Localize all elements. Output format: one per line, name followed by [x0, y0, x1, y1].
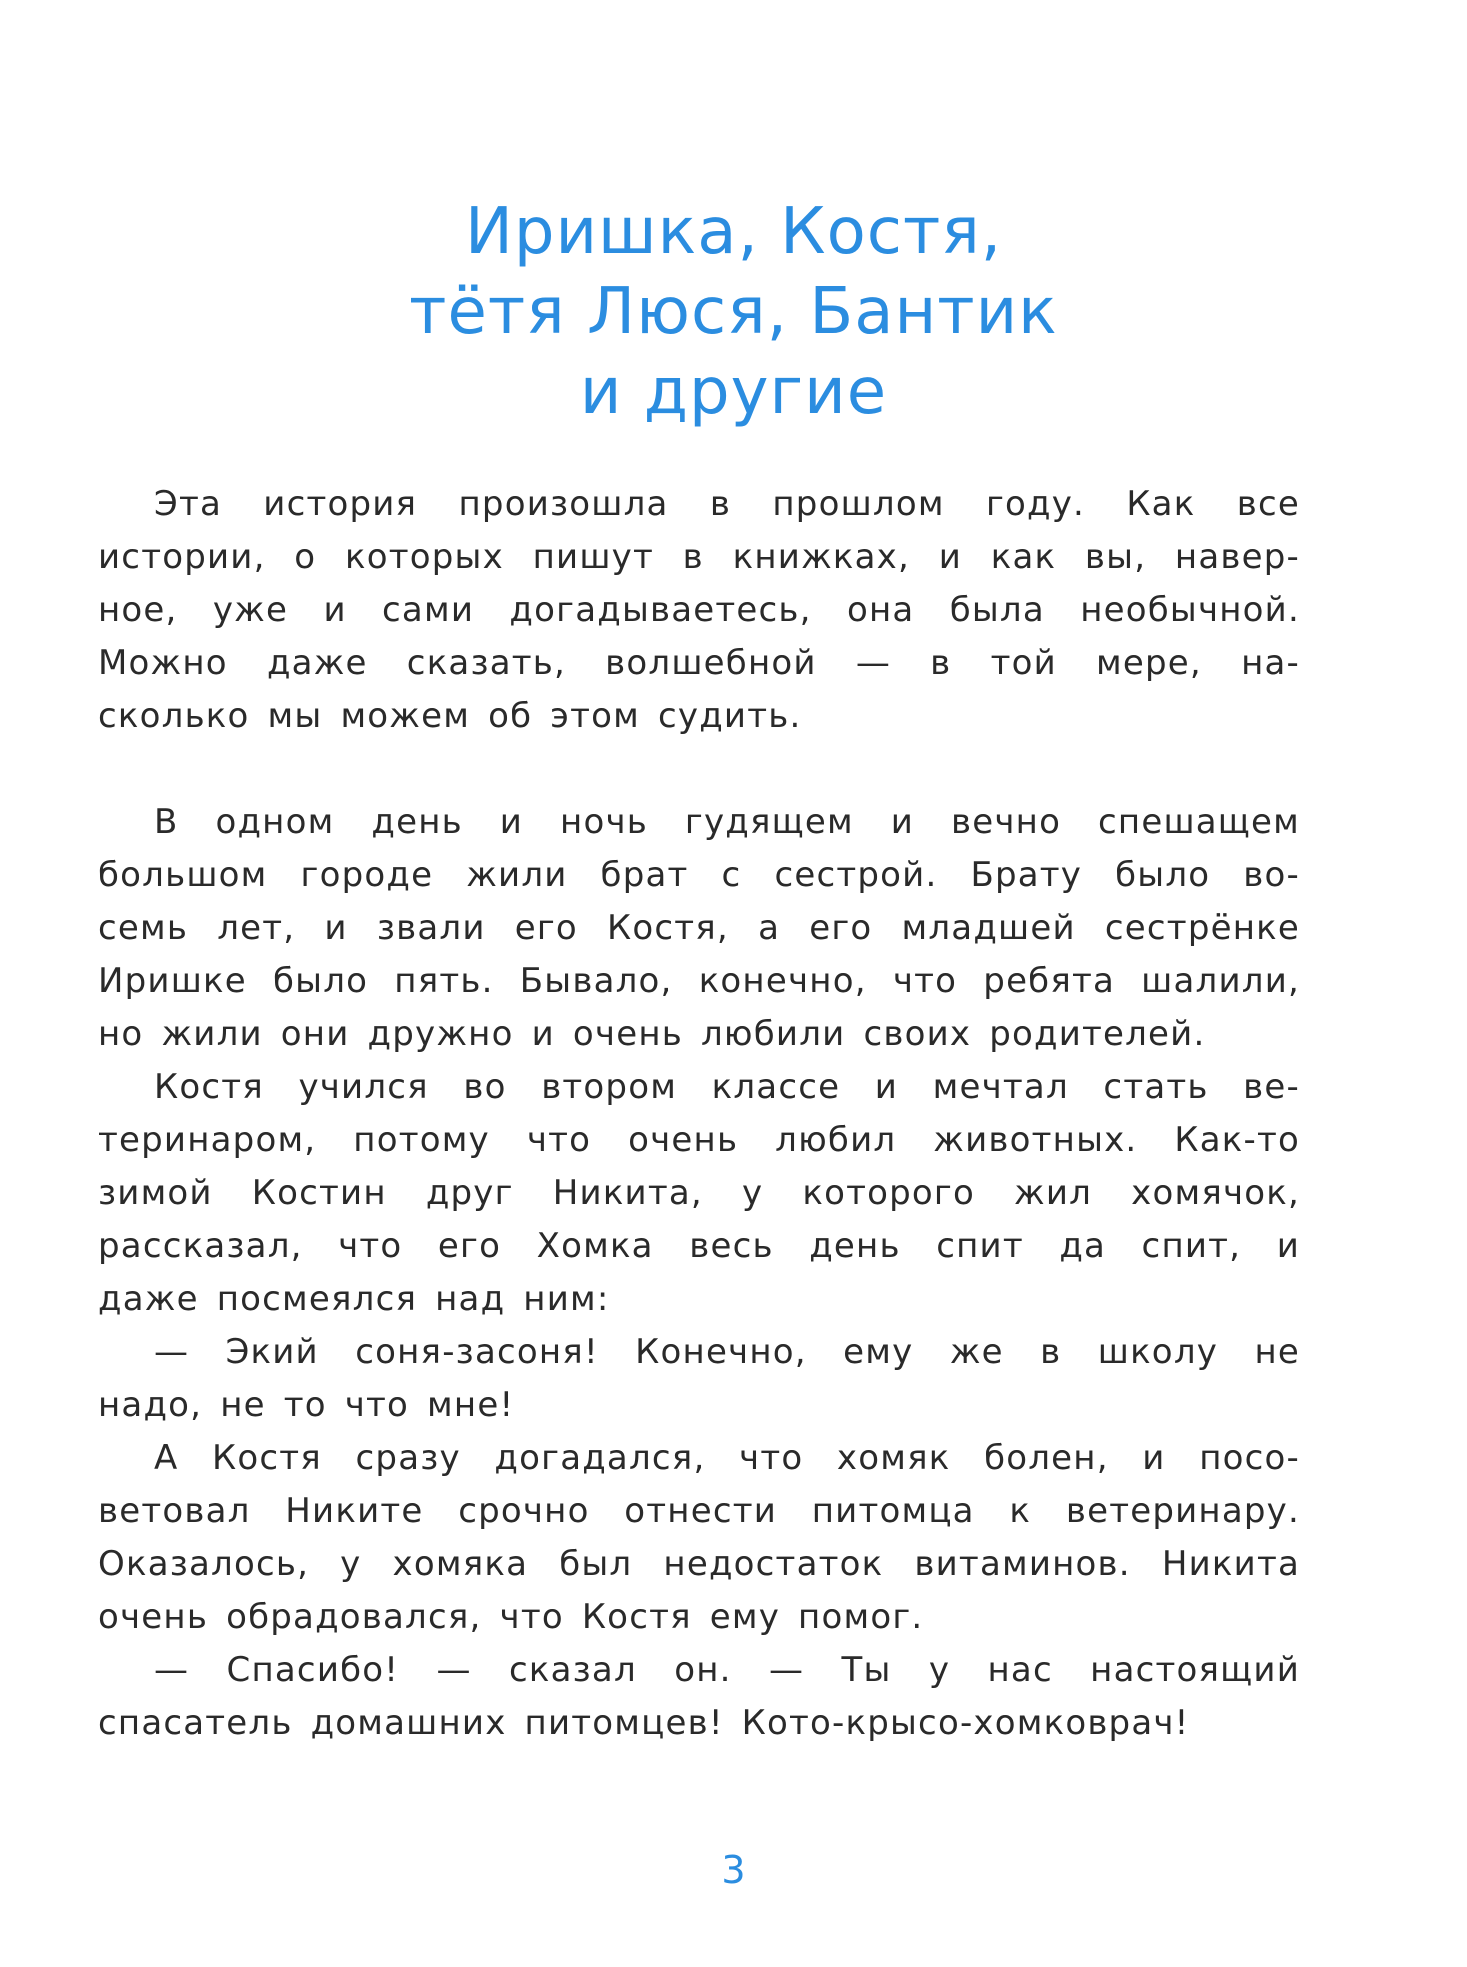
text-line: зимой Костин друг Никита, у которого жил хомячок,	[98, 1173, 1300, 1213]
chapter-title	[0, 192, 1467, 432]
paragraph	[98, 1432, 1300, 1644]
text-line: сколько мы можем об этом судить.	[98, 696, 802, 736]
text-line: теринаром, потому что очень любил животных. Как-то	[98, 1120, 1300, 1160]
text-line: — Спасибо! — сказал он. — Ты у нас настоящий	[154, 1650, 1300, 1690]
text-line: очень обрадовался, что Костя ему помог.	[98, 1597, 924, 1637]
paragraph	[98, 1326, 1300, 1432]
text-line: ветовал Никите срочно отнести питомца к ветеринару.	[98, 1491, 1300, 1531]
text-line: Иришке было пять. Бывало, конечно, что ребята шалили,	[98, 961, 1300, 1001]
text-line: но жили они дружно и очень любили своих родителей.	[98, 1014, 1206, 1054]
text-line: рассказал, что его Хомка весь день спит да спит, и	[98, 1226, 1300, 1266]
title-line: и другие	[579, 355, 888, 429]
text-line: спасатель домашних питомцев! Кото-крысо-хомковрач!	[98, 1703, 1190, 1743]
text-line: Можно даже сказать, волшебной — в той мере, на-	[98, 643, 1300, 683]
title-line: тётя Люся, Бантик	[409, 275, 1058, 349]
paragraph-gap	[98, 743, 1300, 796]
text-line: А Костя сразу догадался, что хомяк болен, и посо-	[154, 1438, 1300, 1478]
text-line: истории, о которых пишут в книжках, и как вы, навер-	[98, 537, 1300, 577]
chapter-text	[98, 478, 1300, 1750]
text-line: В одном день и ночь гудящем и вечно спешащем	[154, 802, 1300, 842]
text-line: Костя учился во втором классе и мечтал стать ве-	[154, 1067, 1300, 1107]
page-number: 3	[721, 1848, 746, 1892]
text-line: семь лет, и звали его Костя, а его младшей сестрёнке	[98, 908, 1300, 948]
text-line: Оказалось, у хомяка был недостаток витаминов. Никита	[98, 1544, 1300, 1584]
paragraph	[98, 796, 1300, 1061]
text-line: Эта история произошла в прошлом году. Как все	[154, 484, 1300, 524]
paragraph	[98, 1644, 1300, 1750]
text-line: надо, не то что мне!	[98, 1385, 515, 1425]
text-line: даже посмеялся над ним:	[98, 1279, 610, 1319]
title-line: Иришка, Костя,	[464, 195, 1003, 269]
text-line: — Экий соня-засоня! Конечно, ему же в школу не	[154, 1332, 1300, 1372]
text-line: ное, уже и сами догадываетесь, она была необычной.	[98, 590, 1300, 630]
paragraph	[98, 1061, 1300, 1326]
text-line: большом городе жили брат с сестрой. Брату было во-	[98, 855, 1300, 895]
paragraph	[98, 478, 1300, 743]
